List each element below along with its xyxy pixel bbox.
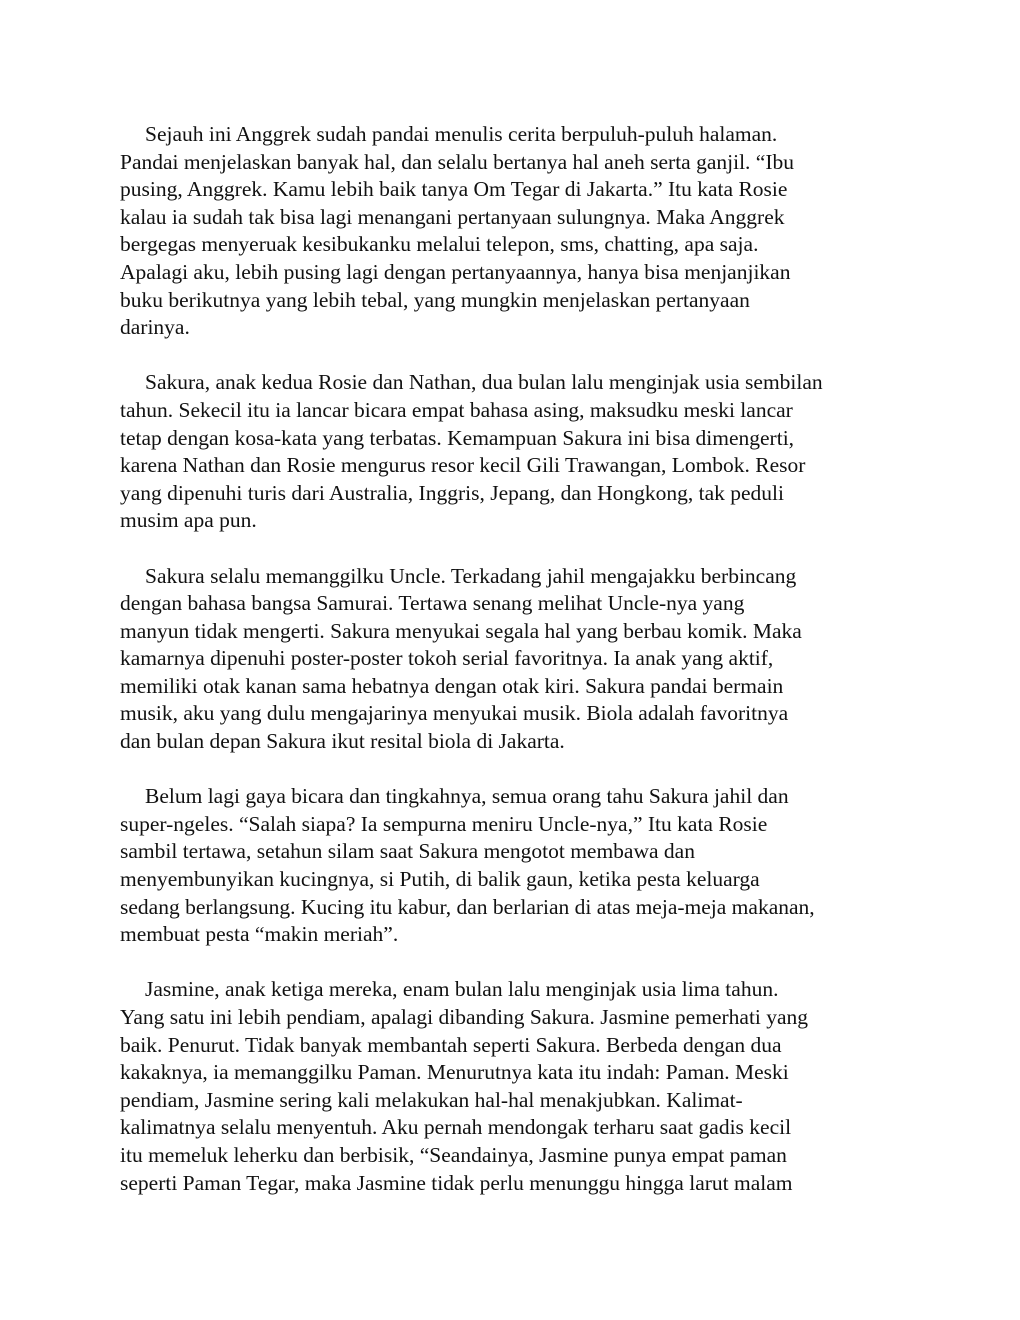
- text-line: pendiam, Jasmine sering kali melakukan hal-hal menakjubkan. Kalimat-: [120, 1087, 743, 1112]
- text-line: membuat pesta “makin meriah”.: [120, 922, 399, 947]
- text-line: sedang berlangsung. Kucing itu kabur, dan berlarian di atas meja-meja makanan,: [120, 894, 815, 919]
- text-line: kakaknya, ia memanggilku Paman. Menurutnya kata itu indah: Paman. Meski: [120, 1060, 789, 1085]
- text-line: tetap dengan kosa-kata yang terbatas. Kemampuan Sakura ini bisa dimengerti,: [120, 425, 795, 450]
- text-line: tahun. Sekecil itu ia lancar bicara empat bahasa asing, maksudku meski lancar: [120, 397, 793, 422]
- text-line: Apalagi aku, lebih pusing lagi dengan pertanyaannya, hanya bisa menjanjikan: [120, 259, 791, 284]
- text-line: yang dipenuhi turis dari Australia, Inggris, Jepang, dan Hongkong, tak peduli: [120, 480, 784, 505]
- text-line: memiliki otak kanan sama hebatnya dengan otak kiri. Sakura pandai bermain: [120, 673, 784, 698]
- text-line: Yang satu ini lebih pendiam, apalagi dibanding Sakura. Jasmine pemerhati yang: [120, 1005, 809, 1029]
- paragraph-1: [120, 121, 920, 342]
- text-line: dan bulan depan Sakura ikut resital biola di Jakarta.: [120, 729, 565, 754]
- text-line: Sakura, anak kedua Rosie dan Nathan, dua bulan lalu menginjak usia sembilan: [145, 370, 823, 395]
- paragraph-3: [120, 563, 920, 756]
- text-line: bergegas menyeruak kesibukanku melalui telepon, sms, chatting, apa saja.: [120, 232, 759, 257]
- text-line: itu memeluk leherku dan berbisik, “Seandainya, Jasmine punya empat paman: [120, 1142, 787, 1167]
- text-line: Sakura selalu memanggilku Uncle. Terkadang jahil mengajakku berbincang: [145, 563, 797, 588]
- text-line: menyembunyikan kucingnya, si Putih, di balik gaun, ketika pesta keluarga: [120, 867, 760, 892]
- text-line: buku berikutnya yang lebih tebal, yang mungkin menjelaskan pertanyaan: [120, 287, 750, 312]
- text-line: kalau ia sudah tak bisa lagi menangani pertanyaan sulungnya. Maka Anggrek: [120, 204, 785, 229]
- text-line: musik, aku yang dulu mengajarinya menyukai musik. Biola adalah favoritnya: [120, 701, 789, 726]
- paragraph-5: [120, 976, 920, 1197]
- text-line: Jasmine, anak ketiga mereka, enam bulan lalu menginjak usia lima tahun.: [145, 977, 779, 1002]
- body-text: [120, 121, 920, 1225]
- paragraph-2: [120, 369, 920, 535]
- text-line: pusing, Anggrek. Kamu lebih baik tanya Om Tegar di Jakarta.” Itu kata Rosie: [120, 177, 788, 202]
- text-line: Sejauh ini Anggrek sudah pandai menulis cerita berpuluh-puluh halaman.: [145, 122, 778, 146]
- text-line: darinya.: [120, 315, 190, 340]
- text-line: sambil tertawa, setahun silam saat Sakura mengotot membawa dan: [120, 839, 695, 864]
- text-line: Pandai menjelaskan banyak hal, dan selalu bertanya hal aneh serta ganjil. “Ibu: [120, 149, 795, 174]
- text-line: seperti Paman Tegar, maka Jasmine tidak perlu menunggu hingga larut malam: [120, 1170, 793, 1195]
- text-line: Belum lagi gaya bicara dan tingkahnya, semua orang tahu Sakura jahil dan: [145, 784, 789, 809]
- text-line: baik. Penurut. Tidak banyak membantah seperti Sakura. Berbeda dengan dua: [120, 1032, 782, 1057]
- text-line: kalimatnya selalu menyentuh. Aku pernah mendongak terharu saat gadis kecil: [120, 1115, 792, 1140]
- text-line: kamarnya dipenuhi poster-poster tokoh serial favoritnya. Ia anak yang aktif,: [120, 646, 774, 671]
- text-line: musim apa pun.: [120, 508, 257, 533]
- paragraph-4: [120, 783, 920, 949]
- text-line: dengan bahasa bangsa Samurai. Tertawa senang melihat Uncle-nya yang: [120, 591, 745, 616]
- text-line: super-ngeles. “Salah siapa? Ia sempurna meniru Uncle-nya,” Itu kata Rosie: [120, 811, 768, 836]
- text-line: manyun tidak mengerti. Sakura menyukai segala hal yang berbau komik. Maka: [120, 618, 802, 643]
- text-line: karena Nathan dan Rosie mengurus resor kecil Gili Trawangan, Lombok. Resor: [120, 453, 806, 478]
